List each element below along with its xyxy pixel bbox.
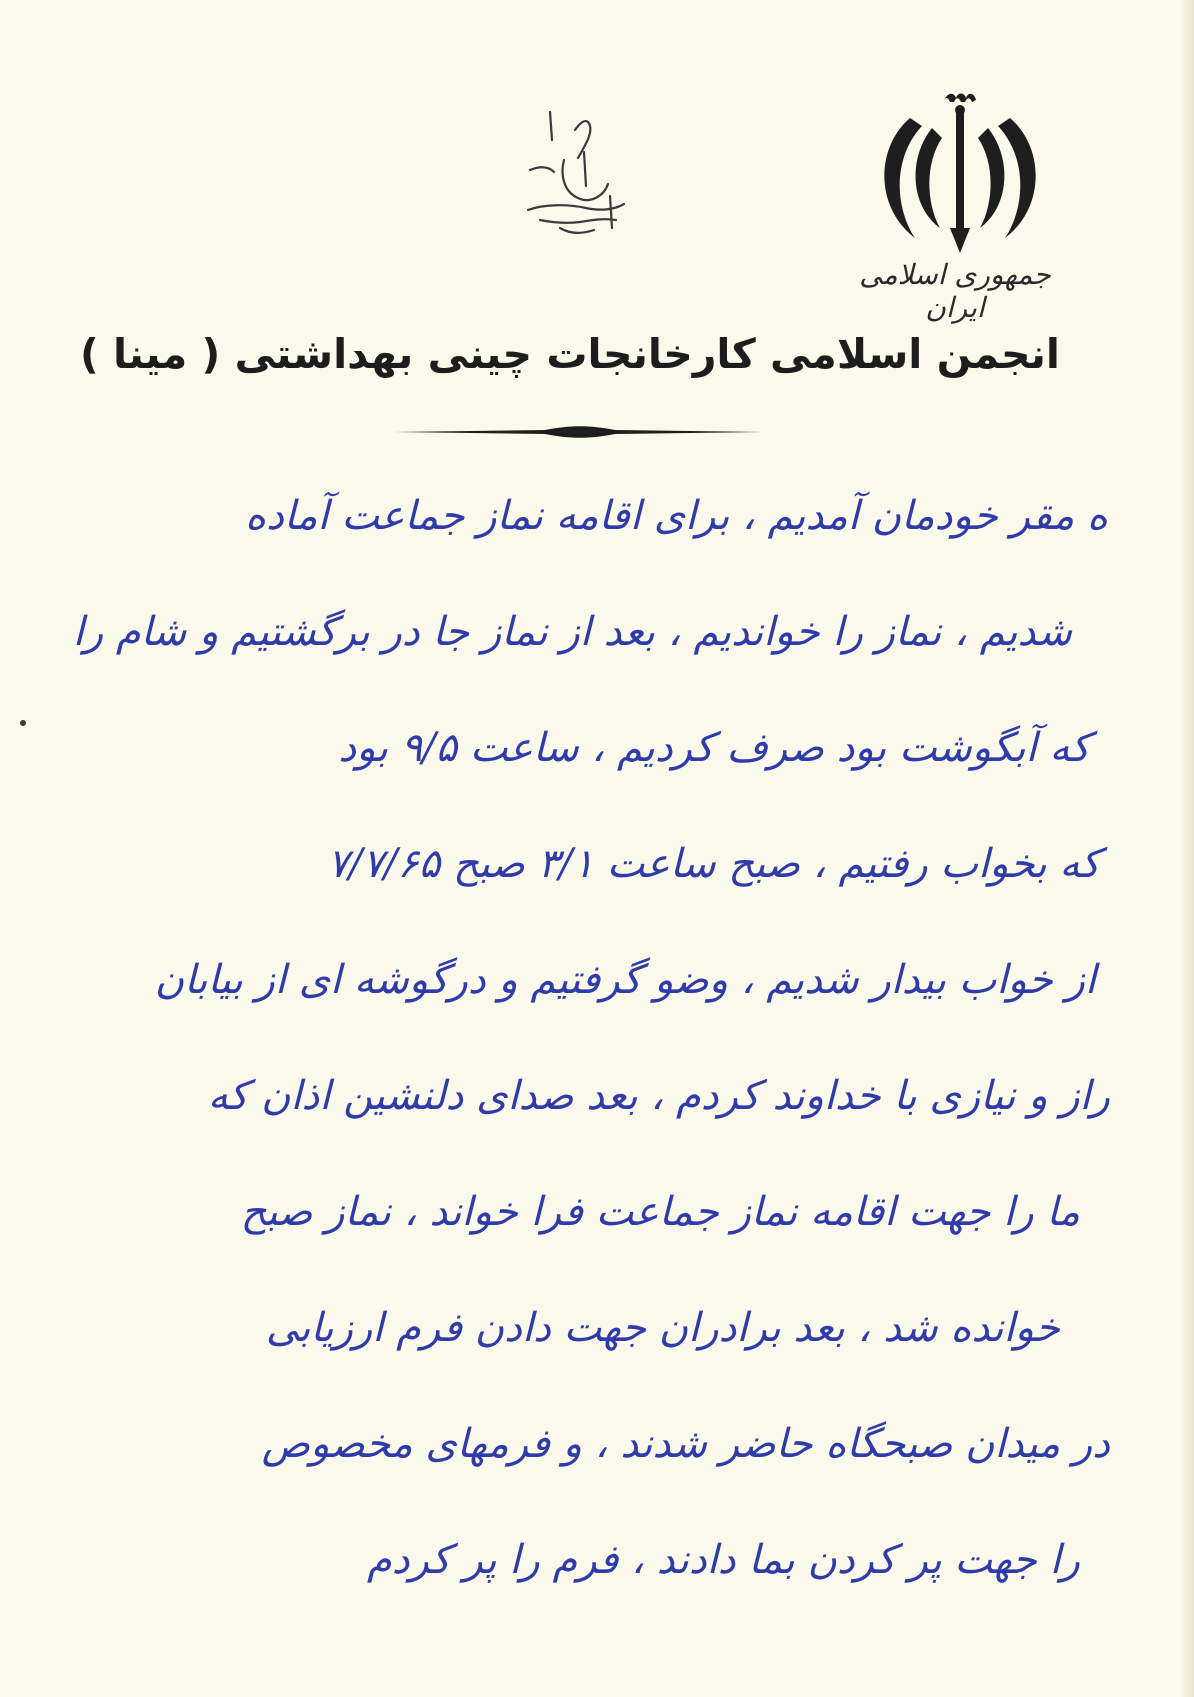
handwritten-line-8: خوانده شد ، بعد برادران جهت دادن فرم ارزیابی [265, 1305, 1060, 1351]
handwritten-line-2: شدیم ، نماز را خواندیم ، بعد از نماز جا در برگشتیم و شام را [72, 609, 1072, 655]
handwritten-body [70, 458, 1120, 1618]
handwritten-line-9: در میدان صبحگاه حاضر شدند ، و فرمهای مخصوص [261, 1421, 1110, 1467]
letterhead-title: انجمن اسلامی کارخانجات چینی بهداشتی ( مینا ) [80, 330, 1060, 378]
iran-emblem-logo [870, 88, 1050, 258]
page-edge-shadow [1180, 0, 1194, 1697]
stray-ink-dot [20, 720, 26, 726]
handwritten-line-5: از خواب بیدار شدیم ، وضو گرفتیم و درگوشه ای از بیابان [154, 957, 1096, 1003]
government-caption: جمهوری اسلامی ایران [859, 258, 1051, 324]
handwritten-line-1: ه مقر خودمان آمدیم ، برای اقامه نماز جماعت آماده [245, 493, 1108, 539]
handwritten-line-7: ما را جهت اقامه نماز جماعت فرا خواند ، نماز صبح [240, 1189, 1080, 1235]
handwritten-line-6: راز و نیازی با خداوند کردم ، بعد صدای دلنشین اذان که [207, 1073, 1110, 1119]
handwritten-line-10: را جهت پر کردن بما دادند ، فرم را پر کردم [366, 1537, 1080, 1583]
margin-signature-mark [520, 100, 640, 255]
handwritten-line-3: که آبگوشت بود صرف کردیم ، ساعت ۹/۵ بود [338, 725, 1090, 771]
letterhead-divider [395, 425, 765, 439]
handwritten-line-4: که بخواب رفتیم ، صبح ساعت ۳/۱ صبح ۷/۷/۶۵ [327, 841, 1100, 887]
